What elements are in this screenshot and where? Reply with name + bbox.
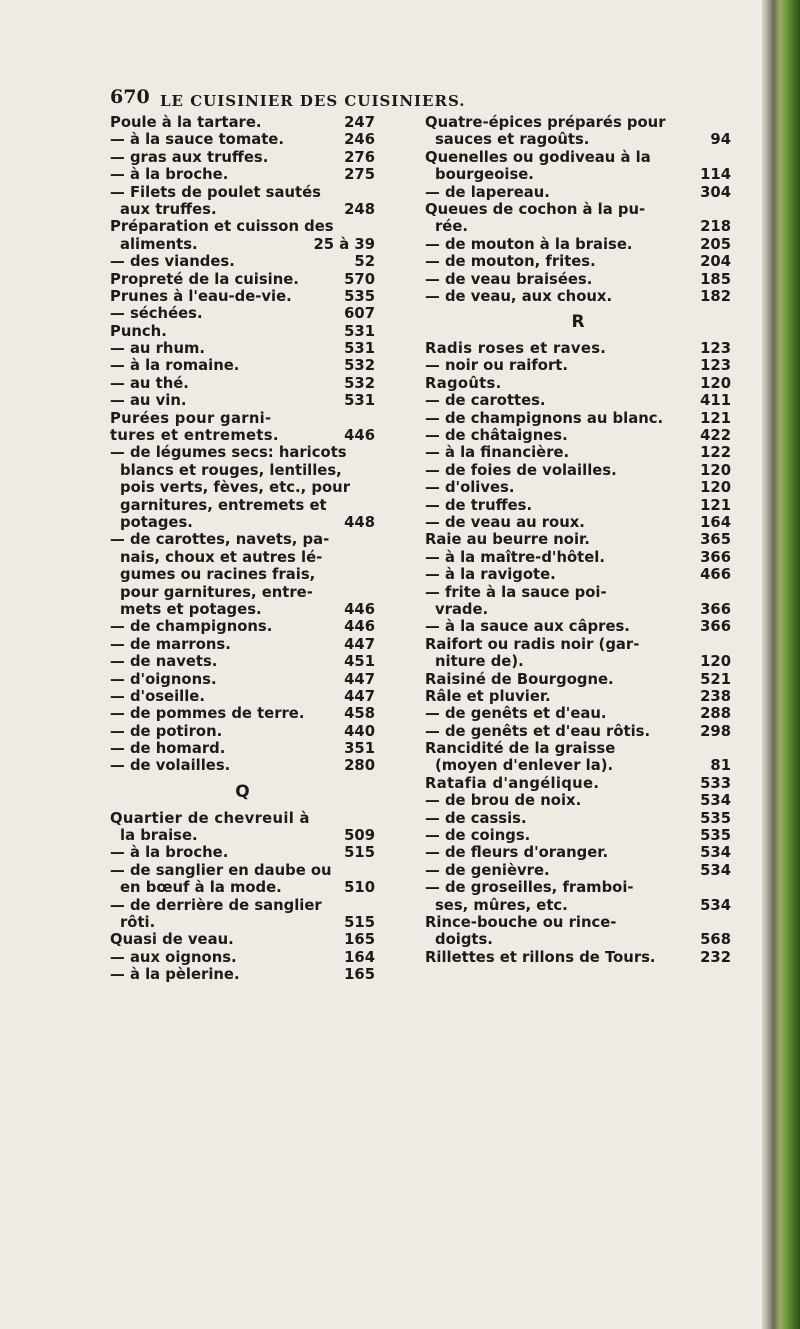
index-entry [110, 114, 375, 131]
index-entry [110, 166, 375, 183]
index-entry [110, 636, 375, 653]
index-entry [425, 271, 731, 288]
index-entry [425, 653, 731, 670]
entry-page-number: 247 [344, 114, 375, 131]
entry-page-number: 123 [700, 357, 731, 375]
index-entry [425, 897, 731, 914]
index-entry [425, 427, 731, 444]
entry-text: Rillettes et rillons de Tours. [425, 948, 656, 966]
entry-page-number: 607 [344, 305, 375, 323]
index-entry [110, 462, 375, 479]
entry-text: — de foies de volailles. [425, 461, 617, 479]
entry-page-number: 365 [700, 531, 731, 549]
entry-page-number: 276 [344, 148, 375, 166]
entry-page-number: 515 [344, 844, 375, 862]
index-entry [425, 949, 731, 966]
entry-text: — de navets. [110, 653, 218, 671]
entry-text: pois verts, fèves, etc., pour [120, 479, 351, 497]
entry-text: Ratafia d'angélique. [425, 774, 600, 792]
index-column-left [110, 114, 375, 984]
entry-text: Rancidité de la graisse [425, 740, 616, 758]
entry-page-number: 246 [344, 131, 375, 149]
entry-page-number: 531 [344, 392, 375, 410]
entry-page-number: 568 [700, 931, 731, 949]
entry-page-number: 366 [700, 600, 731, 618]
entry-text: — à la sauce tomate. [110, 131, 284, 149]
entry-page-number: 510 [344, 879, 375, 897]
entry-text: — de mouton à la braise. [425, 235, 633, 253]
index-entry [425, 775, 731, 792]
entry-text: Prunes à l'eau-de-vie. [110, 287, 292, 305]
entry-text: — de lapereau. [425, 183, 550, 201]
entry-text: — séchées. [110, 305, 203, 323]
index-entry [110, 844, 375, 861]
entry-text: — de derrière de sanglier [110, 896, 322, 914]
entry-text: — Filets de poulet sautés [110, 183, 321, 201]
entry-page-number: 570 [344, 270, 375, 288]
entry-text: — à la broche. [110, 844, 229, 862]
entry-text: ses, mûres, etc. [435, 896, 568, 914]
entry-text: — gras aux truffes. [110, 148, 269, 166]
section-letter: R [571, 312, 585, 333]
index-entry [110, 357, 375, 374]
entry-page-number: 280 [344, 757, 375, 775]
entry-text: Raifort ou radis noir (gar- [425, 635, 640, 653]
entry-text: — noir ou raifort. [425, 357, 568, 375]
entry-text: pour garnitures, entre- [120, 583, 313, 601]
index-entry [110, 149, 375, 166]
entry-page-number: 120 [700, 479, 731, 497]
entry-text: Purées pour garni- [110, 409, 272, 427]
entry-text: blancs et rouges, lentilles, [120, 461, 342, 479]
index-entry [425, 740, 731, 757]
entry-text: gumes ou racines frais, [120, 566, 316, 584]
index-entry [110, 549, 375, 566]
entry-page-number: 121 [700, 496, 731, 514]
index-entry [110, 184, 375, 201]
entry-text: rôti. [120, 913, 156, 931]
page-edge-binding [762, 0, 800, 1329]
entry-text: — de brou de noix. [425, 792, 582, 810]
index-entry [425, 131, 731, 148]
index-entry [425, 444, 731, 461]
index-entry [110, 410, 375, 427]
index-entry [425, 201, 731, 218]
index-entry [425, 827, 731, 844]
entry-page-number: 447 [344, 635, 375, 653]
running-title: LE CUISINIER DES CUISINIERS. [160, 92, 466, 110]
index-entry [425, 636, 731, 653]
index-entry [425, 757, 731, 774]
entry-page-number: 121 [700, 409, 731, 427]
entry-text: — à la ravigote. [425, 566, 556, 584]
index-entry [425, 914, 731, 931]
entry-page-number: 534 [700, 861, 731, 879]
index-entry [110, 705, 375, 722]
entry-text: — de genêts et d'eau. [425, 705, 607, 723]
entry-page-number: 232 [700, 948, 731, 966]
entry-page-number: 165 [344, 931, 375, 949]
entry-page-number: 52 [354, 253, 375, 271]
index-entry [425, 288, 731, 305]
entry-page-number: 94 [710, 131, 731, 149]
entry-text: — de groseilles, framboi- [425, 879, 634, 897]
entry-text: Préparation et cuisson des [110, 218, 334, 236]
index-entry [110, 131, 375, 148]
index-entry [110, 723, 375, 740]
entry-text: aux truffes. [120, 200, 217, 218]
index-entry [110, 218, 375, 235]
entry-text: — à la pèlerine. [110, 966, 240, 984]
index-entry [425, 149, 731, 166]
entry-text: la braise. [120, 827, 198, 845]
index-entry [425, 531, 731, 548]
index-entry [110, 949, 375, 966]
index-entry [425, 723, 731, 740]
entry-text: mets et potages. [120, 600, 262, 618]
index-entry [110, 584, 375, 601]
entry-text: nais, choux et autres lé- [120, 548, 323, 566]
entry-text: doigts. [435, 931, 493, 949]
index-entry [425, 340, 731, 357]
entry-text: — à la sauce aux câpres. [425, 618, 630, 636]
index-entry [110, 757, 375, 774]
entry-text: Ragoûts. [425, 374, 502, 392]
entry-page-number: 446 [344, 618, 375, 636]
index-entry [110, 271, 375, 288]
entry-text: Quenelles ou godiveau à la [425, 148, 651, 166]
index-entry [110, 931, 375, 948]
index-entry [425, 618, 731, 635]
entry-text: — aux oignons. [110, 948, 237, 966]
entry-text: — de marrons. [110, 635, 231, 653]
entry-page-number: 446 [344, 600, 375, 618]
index-entry [110, 740, 375, 757]
entry-page-number: 440 [344, 722, 375, 740]
entry-text: en bœuf à la mode. [120, 879, 282, 897]
entry-text: — de carottes. [425, 392, 546, 410]
entry-page-number: 304 [700, 183, 731, 201]
entry-page-number: 120 [700, 653, 731, 671]
entry-page-number: 534 [700, 792, 731, 810]
index-entry [110, 914, 375, 931]
index-entry [110, 862, 375, 879]
index-entry [425, 166, 731, 183]
entry-text: Râle et pluvier. [425, 687, 551, 705]
entry-text: — au vin. [110, 392, 187, 410]
section-letter: Q [235, 781, 250, 802]
entry-page-number: 351 [344, 740, 375, 758]
entry-text: — de veau au roux. [425, 514, 585, 531]
index-entry [110, 897, 375, 914]
entry-text: — à la maître-d'hôtel. [425, 548, 605, 566]
index-entry [425, 218, 731, 235]
entry-page-number: 164 [700, 514, 731, 531]
entry-page-number: 535 [344, 287, 375, 305]
entry-text: — de volailles. [110, 757, 231, 775]
entry-text: — de carottes, navets, pa- [110, 531, 330, 549]
entry-page-number: 515 [344, 913, 375, 931]
index-entry [110, 497, 375, 514]
entry-text: aliments. [120, 235, 198, 253]
entry-page-number: 448 [344, 513, 375, 531]
entry-text: — de truffes. [425, 496, 533, 514]
index-entry [110, 427, 375, 444]
entry-text: garnitures, entremets et [120, 496, 327, 514]
entry-text: — de champignons. [110, 618, 273, 636]
index-entry [110, 688, 375, 705]
entry-text: Raie au beurre noir. [425, 531, 590, 549]
entry-text: — d'oignons. [110, 670, 217, 688]
entry-text: — frite à la sauce poi- [425, 583, 607, 601]
index-column-right [425, 114, 731, 966]
entry-page-number: 466 [700, 566, 731, 584]
entry-page-number: 185 [700, 270, 731, 288]
index-entry [425, 357, 731, 374]
entry-text: — au rhum. [110, 340, 206, 358]
entry-page-number: 164 [344, 948, 375, 966]
entry-page-number: 534 [700, 896, 731, 914]
index-entry [425, 584, 731, 601]
index-entry [425, 392, 731, 409]
entry-page-number: 114 [700, 166, 731, 184]
entry-text: — de potiron. [110, 722, 223, 740]
index-entry [110, 566, 375, 583]
entry-page-number: 532 [344, 357, 375, 375]
entry-page-number: 535 [700, 827, 731, 845]
index-entry [110, 253, 375, 270]
entry-page-number: 451 [344, 653, 375, 671]
index-entry [110, 305, 375, 322]
entry-text: — au thé. [110, 374, 189, 392]
index-entry [425, 601, 731, 618]
index-entry [425, 514, 731, 531]
entry-page-number: 288 [700, 705, 731, 723]
index-entry [110, 236, 375, 253]
entry-page-number: 25 à 39 [313, 235, 375, 253]
page-header [110, 86, 670, 116]
index-entry [110, 671, 375, 688]
index-entry [425, 236, 731, 253]
entry-text: Quartier de chevreuil à [110, 809, 310, 827]
entry-page-number: 81 [710, 757, 731, 775]
entry-page-number: 447 [344, 670, 375, 688]
entry-text: Propreté de la cuisine. [110, 270, 299, 288]
entry-page-number: 535 [700, 809, 731, 827]
entry-page-number: 165 [344, 966, 375, 984]
entry-text: — à la broche. [110, 166, 229, 184]
entry-text: Raisiné de Bourgogne. [425, 670, 614, 688]
index-entry [110, 879, 375, 896]
index-entry [425, 566, 731, 583]
index-entry [110, 966, 375, 983]
index-entry [110, 618, 375, 635]
entry-page-number: 120 [700, 374, 731, 392]
entry-text: — de homard. [110, 740, 226, 758]
entry-text: Poule à la tartare. [110, 114, 262, 131]
entry-text: — de champignons au blanc. [425, 409, 664, 427]
entry-page-number: 182 [700, 287, 731, 305]
index-entry [110, 514, 375, 531]
entry-text: — de fleurs d'oranger. [425, 844, 609, 862]
entry-page-number: 122 [700, 444, 731, 462]
index-entry [425, 810, 731, 827]
page-number: 670 [110, 86, 150, 108]
index-entry [425, 410, 731, 427]
entry-page-number: 521 [700, 670, 731, 688]
index-entry [110, 340, 375, 357]
entry-page-number: 447 [344, 687, 375, 705]
entry-text: (moyen d'enlever la). [435, 757, 614, 775]
index-entry [425, 184, 731, 201]
entry-page-number: 205 [700, 235, 731, 253]
index-entry [425, 671, 731, 688]
index-entry [425, 879, 731, 896]
index-entry [110, 323, 375, 340]
index-entry [425, 375, 731, 392]
entry-text: — des viandes. [110, 253, 235, 271]
entry-text: Rince-bouche ou rince- [425, 913, 617, 931]
entry-page-number: 298 [700, 722, 731, 740]
entry-page-number: 458 [344, 705, 375, 723]
entry-text: — d'oseille. [110, 687, 205, 705]
index-entry [425, 705, 731, 722]
entry-text: — d'olives. [425, 479, 515, 497]
index-entry [425, 862, 731, 879]
entry-page-number: 366 [700, 618, 731, 636]
entry-page-number: 533 [700, 774, 731, 792]
entry-text: — de légumes secs: haricots [110, 444, 347, 462]
index-entry [110, 201, 375, 218]
index-entry [425, 114, 731, 131]
entry-page-number: 531 [344, 340, 375, 358]
index-entry [110, 653, 375, 670]
entry-text: — de genièvre. [425, 861, 550, 879]
index-entry [110, 531, 375, 548]
index-entry [425, 479, 731, 496]
index-entry [110, 375, 375, 392]
entry-page-number: 238 [700, 687, 731, 705]
entry-page-number: 218 [700, 218, 731, 236]
entry-page-number: 366 [700, 548, 731, 566]
entry-page-number: 123 [700, 340, 731, 358]
entry-text: bourgeoise. [435, 166, 534, 184]
entry-text: — à la financière. [425, 444, 570, 462]
entry-text: — de veau braisées. [425, 270, 593, 288]
entry-text: niture de). [435, 653, 524, 671]
entry-text: potages. [120, 513, 193, 531]
entry-page-number: 531 [344, 322, 375, 340]
index-entry [110, 827, 375, 844]
index-entry [110, 444, 375, 461]
entry-text: rée. [435, 218, 468, 236]
entry-text: sauces et ragoûts. [435, 131, 590, 149]
index-entry [425, 253, 731, 270]
index-entry [425, 497, 731, 514]
index-entry [425, 688, 731, 705]
index-entry [110, 810, 375, 827]
entry-page-number: 534 [700, 844, 731, 862]
entry-text: vrade. [435, 600, 489, 618]
entry-text: — de mouton, frites. [425, 253, 596, 271]
entry-text: — de sanglier en daube ou [110, 861, 332, 879]
index-entry [425, 549, 731, 566]
entry-text: — de veau, aux choux. [425, 287, 613, 305]
entry-page-number: 120 [700, 461, 731, 479]
entry-text: — de coings. [425, 827, 531, 845]
entry-text: — de pommes de terre. [110, 705, 305, 723]
entry-page-number: 248 [344, 200, 375, 218]
entry-text: — de genêts et d'eau rôtis. [425, 722, 651, 740]
entry-text: Punch. [110, 322, 167, 340]
entry-text: — de châtaignes. [425, 427, 568, 445]
index-entry [425, 462, 731, 479]
entry-page-number: 411 [700, 392, 731, 410]
entry-page-number: 204 [700, 253, 731, 271]
index-entry [110, 479, 375, 496]
entry-text: Quasi de veau. [110, 931, 234, 949]
index-entry [110, 601, 375, 618]
index-entry [110, 288, 375, 305]
entry-text: — de cassis. [425, 809, 527, 827]
entry-page-number: 509 [344, 827, 375, 845]
index-entry [425, 792, 731, 809]
index-entry [425, 844, 731, 861]
index-entry [425, 931, 731, 948]
entry-page-number: 446 [344, 427, 375, 445]
index-entry [110, 392, 375, 409]
entry-page-number: 275 [344, 166, 375, 184]
entry-page-number: 532 [344, 374, 375, 392]
entry-text: — à la romaine. [110, 357, 240, 375]
entry-text: Quatre-épices préparés pour [425, 114, 666, 131]
entry-text: Radis roses et raves. [425, 340, 607, 358]
entry-page-number: 422 [700, 427, 731, 445]
entry-text: tures et entremets. [110, 427, 279, 445]
entry-text: Queues de cochon à la pu- [425, 200, 646, 218]
